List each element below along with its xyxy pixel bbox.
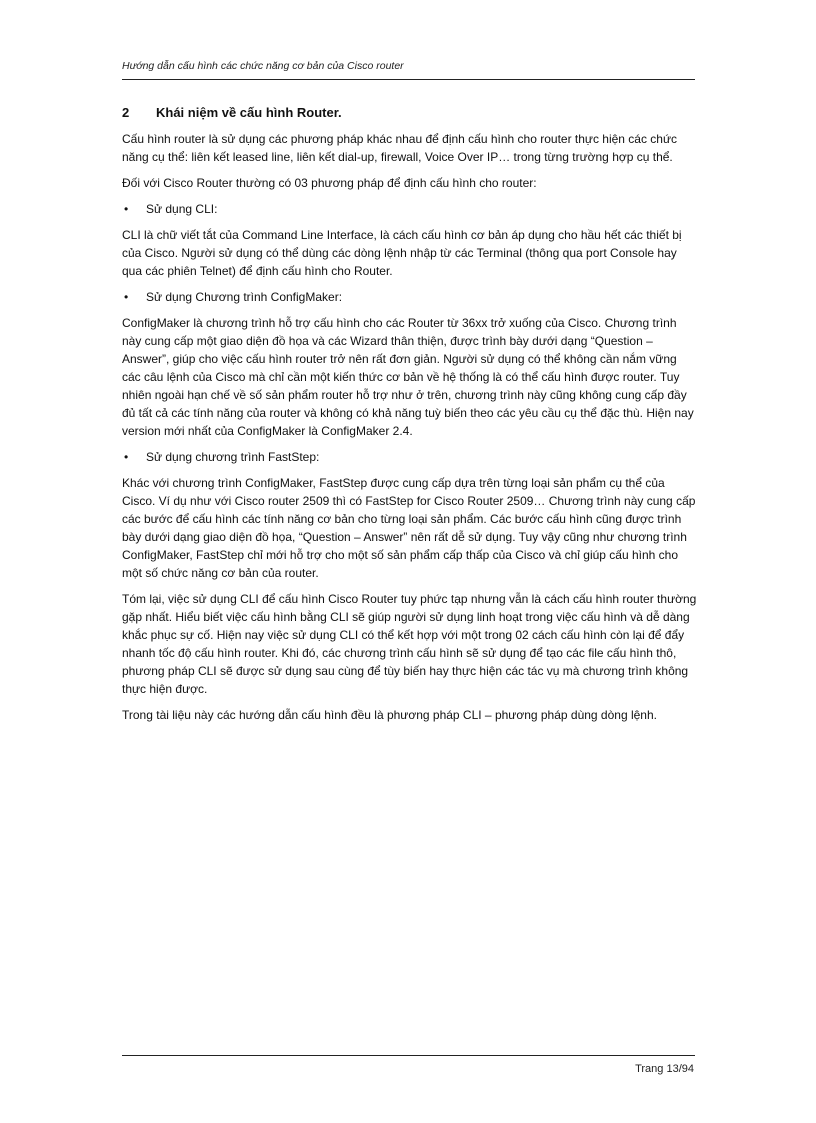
page-content (122, 105, 697, 732)
bullet-icon: • (124, 202, 129, 216)
paragraph-intro: Cấu hình router là sử dụng các phương pháp khác nhau để định cấu hình cho router thực hiện các chức năng cụ thể: liên kết leased line, liên kết dial-up, firewall, Voice Over IP… trong từng trường hợp cụ thể. (122, 132, 678, 164)
bullet-label: Sử dụng chương trình FastStep: (146, 450, 320, 464)
running-header: Hướng dẫn cấu hình các chức năng cơ bản của Cisco router (122, 60, 404, 72)
bullet-icon: • (124, 290, 129, 304)
bullet-label: Sử dụng CLI: (146, 202, 218, 216)
bullet-item-configmaker (122, 288, 697, 306)
paragraph-methods: Đối với Cisco Router thường có 03 phương pháp để định cấu hình cho router: (122, 176, 537, 190)
bullet-item-faststep (122, 448, 697, 466)
bullet-icon: • (124, 450, 129, 464)
paragraph-conclusion: Trong tài liệu này các hướng dẫn cấu hình đều là phương pháp CLI – phương pháp dùng dòng lệnh. (122, 708, 657, 722)
paragraph-summary: Tóm lại, việc sử dụng CLI để cấu hình Cisco Router tuy phức tạp nhưng vẫn là cách cấu hình router thường gặp nhất. Hiểu biết việc cấu hình bằng CLI sẽ giúp người sử dụng linh hoạt trong việc cấu hình và dễ dàng khắc phục sự cố. Hiện nay việc sử dụng CLI có thể kết hợp với một trong 02 cách cấu hình còn lại để đẩy nhanh tốc độ cấu hình router. Khi đó, các chương trình cấu hình sẽ sử dụng để tạo các file cấu hình thô, phương pháp CLI sẽ được sử dụng sau cùng để tùy biến hay thực hiện các tác vụ mà chương trình không thực hiện được. (122, 592, 697, 696)
paragraph-faststep: Khác với chương trình ConfigMaker, FastStep được cung cấp dựa trên từng loại sản phẩm cụ thể của Cisco. Ví dụ như với Cisco router 2509 thì có FastStep for Cisco Router 2509… Chương trình này cung cấp các bước để cấu hình các tính năng cơ bản cho từng loại sản phẩm. Các bước cấu hình cũng được trình bày dưới dạng giao diện đồ họa, “Question – Answer” nên rất dễ sử dụng. Tuy vậy cũng như chương trình ConfigMaker, FastStep chỉ mới hỗ trợ cho một số sản phẩm cấp thấp của Cisco và chỉ giúp cấu hình cho một số chức năng cơ bản của router. (122, 476, 696, 580)
footer-divider (122, 1055, 695, 1056)
bullet-label: Sử dụng Chương trình ConfigMaker: (146, 290, 343, 304)
section-number: 2 (122, 105, 130, 120)
section-heading (122, 105, 697, 120)
bullet-item-cli (122, 200, 697, 218)
page-number: Trang 13/94 (635, 1063, 694, 1075)
section-title: Khái niệm về cấu hình Router. (156, 105, 342, 120)
paragraph-cli: CLI là chữ viết tắt của Command Line Interface, là cách cấu hình cơ bản áp dụng cho hầu hết các thiết bị của Cisco. Người sử dụng có thể dùng các dòng lệnh nhập từ các Terminal (thông qua port Console hay qua các phiên Telnet) để định cấu hình cho Router. (122, 228, 682, 278)
header-divider (122, 79, 695, 80)
paragraph-configmaker: ConfigMaker là chương trình hỗ trợ cấu hình cho các Router từ 36xx trở xuống của Cisco. Chương trình này cung cấp một giao diện đồ họa và các Wizard thân thiện, được trình bày dưới dạng “Question – Answer”, giúp cho việc cấu hình router trở nên rất đơn giản. Người sử dụng có thể không cần nắm vững các câu lệnh của Cisco mà chỉ cần một kiến thức cơ bản về hệ thống là có thể cấu hình được router. Tuy nhiên ngoài hạn chế về số sản phẩm router hỗ trợ như ở trên, chương trình này cũng không cung cấp đầy đủ tất cả các tính năng của router và không có khả năng tuỳ biến theo các yêu cầu cụ thể đặc thù. Hiện nay version mới nhất của ConfigMaker là ConfigMaker 2.4. (122, 316, 694, 438)
